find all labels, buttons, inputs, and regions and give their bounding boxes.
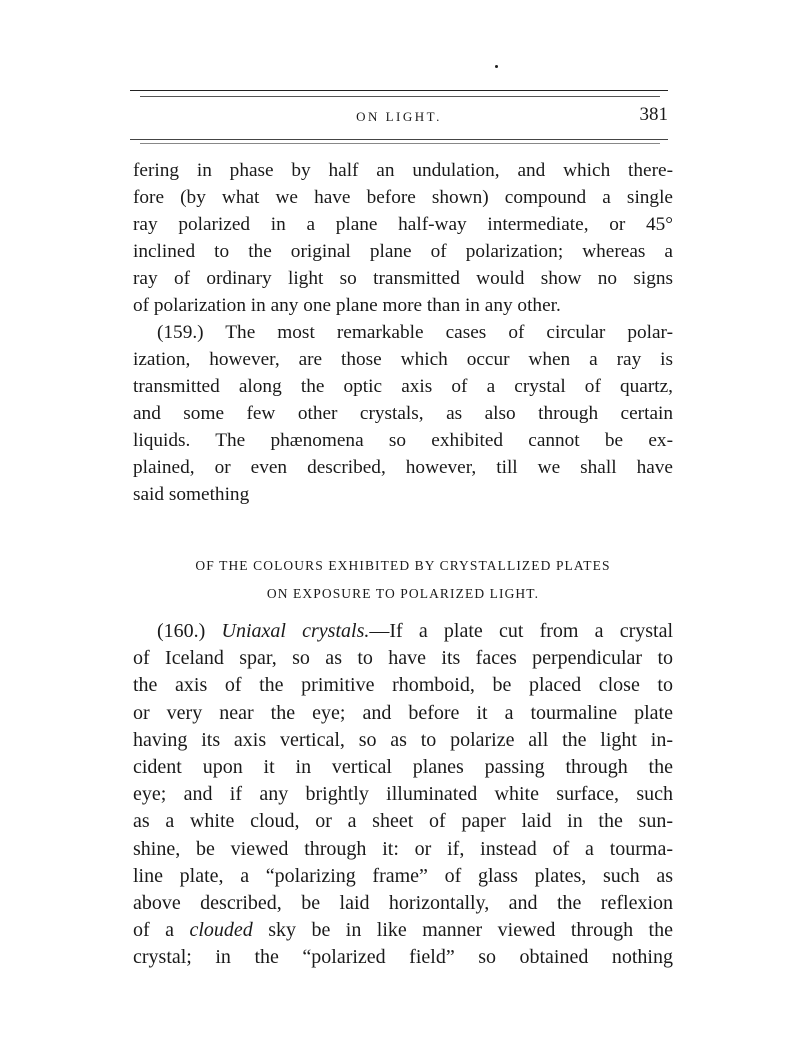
text-line: ray of ordinary light so transmitted would show no signs (133, 268, 673, 289)
paragraph-continuation (133, 157, 673, 319)
section-heading-line: ON EXPOSURE TO POLARIZED LIGHT. (266, 586, 540, 601)
page-number: 381 (639, 104, 668, 125)
text-line-clouded (133, 917, 673, 944)
print-speck (495, 65, 498, 68)
text-line: eye; and if any brightly illuminated white surface, such (133, 783, 673, 806)
header-rule-top-thin (140, 96, 660, 97)
text-line: shine, be viewed through it: or if, instead of a tourma- (133, 837, 673, 860)
text-line: crystal; in the “polarized field” so obtained nothing (133, 946, 673, 969)
text-line: fering in phase by half an undulation, and which there- (133, 160, 673, 181)
text-line: as a white cloud, or a sheet of paper laid in the sun- (133, 810, 673, 833)
text-run: of a (133, 919, 190, 942)
text-line: having its axis vertical, so as to polarize all the light in- (133, 728, 673, 751)
text-line: the axis of the primitive rhomboid, be placed close to (133, 674, 673, 697)
header-rule-top (130, 90, 668, 91)
italic-subtitle: Uniaxal crystals. (221, 620, 370, 642)
text-line: or very near the eye; and before it a tourmaline plate (133, 701, 673, 724)
text-line: inclined to the original plane of polarization; whereas a (133, 241, 673, 262)
italic-word: clouded (189, 919, 253, 942)
text-line: cident upon it in vertical planes passing through the (133, 755, 673, 778)
text-line: of Iceland spar, so as to have its faces perpendicular to (133, 647, 673, 670)
paragraph-159 (133, 319, 673, 508)
section-heading (133, 552, 673, 608)
running-title: ON LIGHT. (356, 109, 442, 124)
text-line: of polarization in any one plane more than in any other. (133, 295, 561, 316)
header-rule-bottom (130, 139, 668, 140)
text-line: said something (133, 484, 250, 505)
text-line: liquids. The phænomena so exhibited cannot be ex- (133, 430, 673, 451)
text-line: line plate, a “polarizing frame” of glass plates, such as (133, 864, 673, 887)
text-line: and some few other crystals, as also through certain (133, 403, 673, 424)
text-line: ization, however, are those which occur when a ray is (133, 349, 673, 370)
text-line: fore (by what we have before shown) compound a single (133, 187, 673, 208)
text-line-first (133, 618, 673, 645)
section-heading-line: OF THE COLOURS EXHIBITED BY CRYSTALLIZED PLATES (195, 558, 611, 573)
text-line: transmitted along the optic axis of a crystal of quartz, (133, 376, 673, 397)
text-line: ray polarized in a plane half-way intermediate, or 45° (133, 214, 673, 235)
text-run: —If a plate cut from a crystal (369, 620, 674, 642)
text-run: sky be in like manner viewed through the (252, 919, 673, 942)
paragraph-160 (133, 618, 673, 971)
text-line: plained, or even described, however, till we shall have (133, 457, 673, 478)
running-head (130, 104, 668, 128)
text-line: above described, be laid horizontally, and the reflexion (133, 891, 673, 914)
paragraph-number: (160.) (157, 620, 222, 642)
header-rule-bottom-thin (140, 143, 660, 144)
text-line: (159.) The most remarkable cases of circular polar- (157, 322, 673, 343)
